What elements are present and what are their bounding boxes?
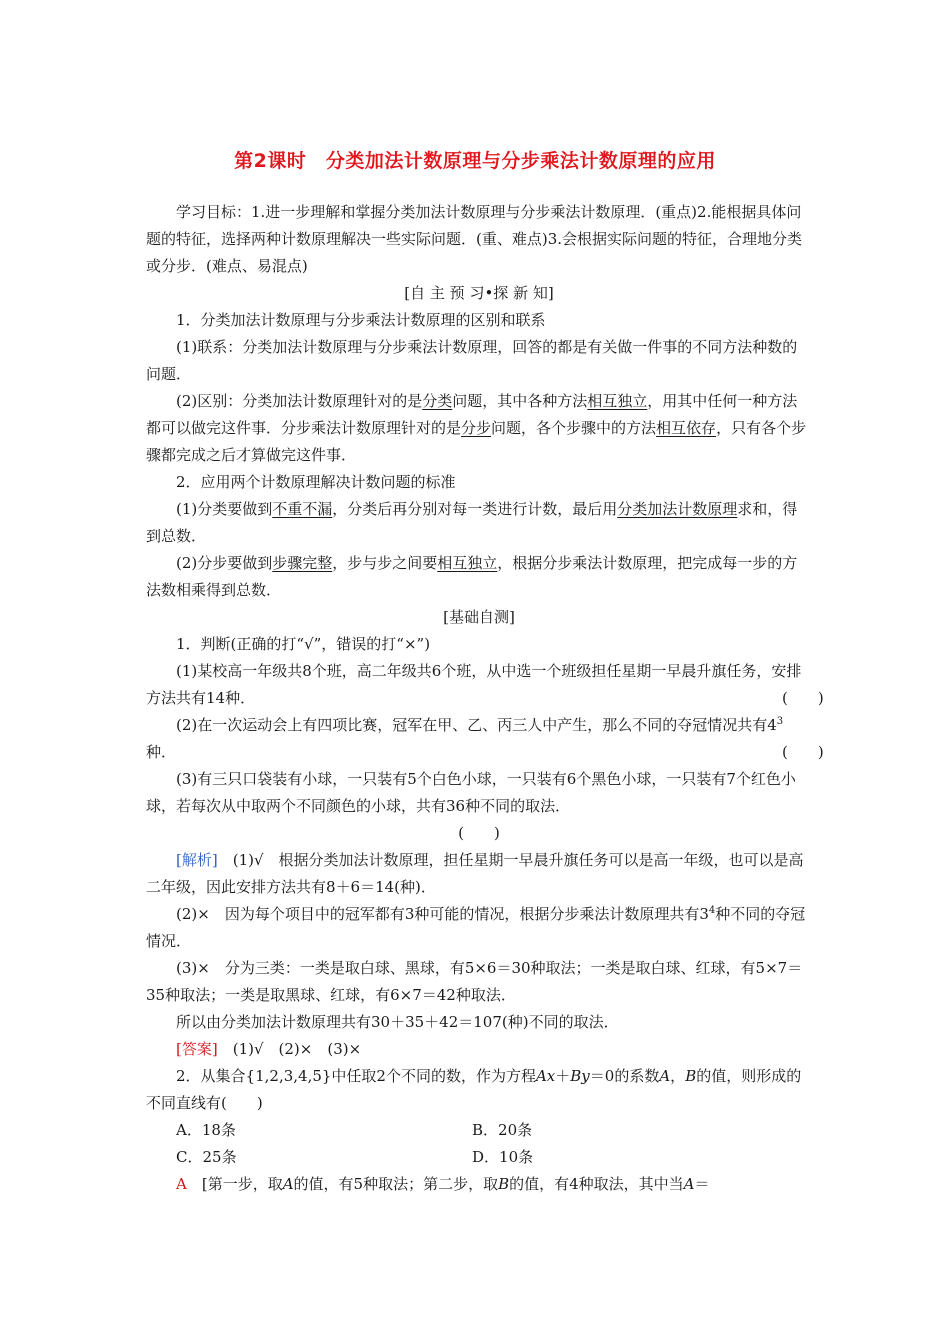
q1-stem: 1．判断(正确的打“√”，错误的打“×”)	[176, 635, 431, 653]
s1-heading: 1．分类加法计数原理与分步乘法计数原理的区别和联系	[176, 311, 546, 329]
document-body	[146, 199, 824, 1198]
q2-options-row-1	[146, 1117, 812, 1144]
q2-options-row-2	[146, 1144, 812, 1171]
s2-heading: 2．应用两个计数原理解决计数问题的标准	[176, 473, 456, 491]
underline-term: 步骤完整	[272, 554, 333, 572]
learning-objectives: 学习目标：1.进一步理解和掌握分类加法计数原理与分步乘法计数原理．(重点)2.能根据具体问题的特征，选择两种计数原理解决一些实际问题．(重、难点)3.会根据实际问题的特征，合理地分类或分步．(难点、易混点)	[146, 203, 803, 275]
analysis-paragraph-1: [解析] (1)√ 根据分类加法计数原理，担任星期一早晨升旗任务可以是高一年级，也可以是高二年级，因此安排方法共有8＋6＝14(种)．	[146, 851, 804, 896]
section-heading-preview: [自 主 预 习•探 新 知]	[404, 284, 554, 302]
option-b: B．20条	[472, 1121, 533, 1139]
analysis-tag: [解析]	[176, 851, 218, 869]
answer-blank: ( )	[458, 824, 500, 842]
q1-item-2: (2)在一次运动会上有四项比赛，冠军在甲、乙、丙三人中产生，那么不同的夺冠情况共有$4^3$种． ( )	[146, 712, 812, 766]
answer-tag: [答案]	[176, 1040, 218, 1058]
q2-stem: 2．从集合{1,2,3,4,5}中任取2个不同的数，作为方程Ax＋By＝0的系数A，B的值，则形成的不同直线有( )	[146, 1067, 802, 1112]
option-a: A．18条	[176, 1121, 236, 1139]
underline-term: 相互独立	[437, 554, 498, 572]
answer-line: [答案] (1)√ (2)× (3)×	[176, 1040, 362, 1058]
underline-term: 相互依存	[656, 419, 717, 437]
analysis-paragraph-3: (3)× 分为三类：一类是取白球、黑球，有5×6＝30种取法；一类是取白球、红球，有5×7＝35种取法；一类是取黑球、红球，有6×7＝42种取法．	[146, 959, 803, 1004]
section-heading-self-test: [基础自测]	[443, 608, 515, 626]
underline-term: 不重不漏	[272, 500, 333, 518]
underline-term: 分类	[422, 392, 453, 410]
analysis-paragraph-4: 所以由分类加法计数原理共有30＋35＋42＝107(种)不同的取法．	[176, 1013, 619, 1031]
q1-item-1: (1)某校高一年级共8个班，高二年级共6个班，从中选一个班级担任星期一早晨升旗任务，安排方法共有14种． ( )	[146, 658, 812, 712]
option-c: C．25条	[176, 1148, 237, 1166]
q1-item-3: (3)有三只口袋装有小球，一只装有5个白色小球，一只装有6个黑色小球，一只装有7个红色小球，若每次从中取两个不同颜色的小球，共有36种不同的取法．	[146, 770, 796, 815]
underline-term: 相互独立	[587, 392, 648, 410]
s2-classify-paragraph: (1)分类要做到不重不漏，分类后再分别对每一类进行计数，最后用分类加法计数原理求和，得到总数．	[146, 500, 798, 545]
s1-difference-paragraph: (2)区别：分类加法计数原理针对的是分类问题，其中各种方法相互独立，用其中任何一种方法都可以做完这件事．分步乘法计数原理针对的是分步问题，各个步骤中的方法相互依存，只有各个步骤都完成之后才算做完这件事．	[146, 392, 807, 464]
option-d: D．10条	[472, 1148, 534, 1166]
s1-link-paragraph: (1)联系：分类加法计数原理与分步乘法计数原理，回答的都是有关做一件事的不同方法种数的问题．	[146, 338, 798, 383]
answer-blank: ( )	[782, 689, 824, 707]
analysis-paragraph-2: (2)× 因为每个项目中的冠军都有3种可能的情况，根据分步乘法计数原理共有$3^4$种不同的夺冠情况．	[146, 905, 806, 950]
underline-term: 分步	[461, 419, 492, 437]
q2-solution: A [第一步，取A的值，有5种取法；第二步，取B的值，有4种取法，其中当A＝	[176, 1175, 710, 1193]
answer-blank: ( )	[782, 743, 824, 761]
lesson-title: 第2课时 分类加法计数原理与分步乘法计数原理的应用	[234, 150, 716, 172]
s2-step-paragraph: (2)分步要做到步骤完整，步与步之间要相互独立，根据分步乘法计数原理，把完成每一步的方法数相乘得到总数．	[146, 554, 798, 599]
answer-letter: A	[176, 1175, 187, 1193]
underline-term: 分类加法计数原理	[617, 500, 738, 518]
